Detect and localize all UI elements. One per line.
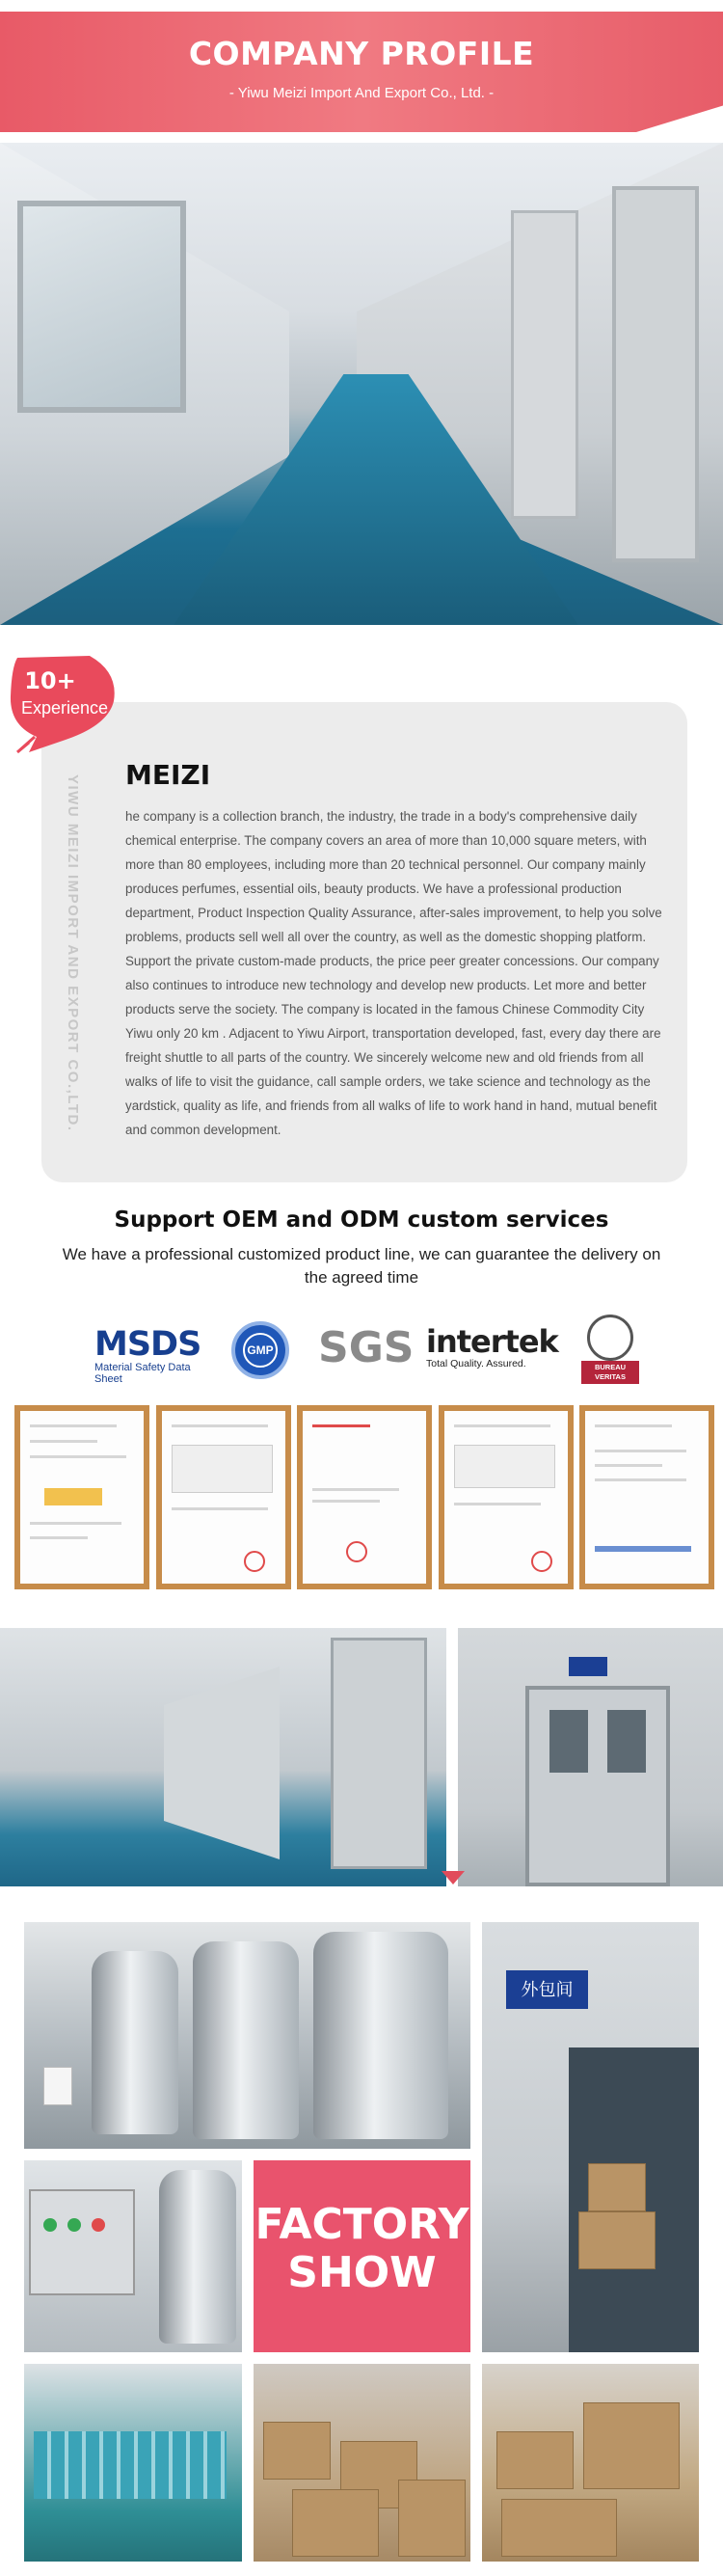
factory-show-label: FACTORY SHOW bbox=[254, 2160, 470, 2352]
factory-tanks-photo bbox=[24, 1922, 470, 2149]
experience-number: 10+ bbox=[24, 667, 76, 694]
company-title: MEIZI bbox=[125, 759, 211, 791]
banner-title: COMPANY PROFILE bbox=[188, 35, 535, 72]
banner-subtitle: - Yiwu Meizi Import And Export Co., Ltd. - bbox=[228, 85, 495, 101]
warehouse-boxes-photo bbox=[254, 2364, 470, 2562]
intertek-logo: intertek Total Quality. Assured. bbox=[426, 1323, 558, 1369]
packing-room-photo bbox=[482, 1922, 699, 2352]
room-sign: 外包间 bbox=[506, 1970, 588, 2009]
certificate-image bbox=[439, 1405, 574, 1589]
corridor-photo bbox=[0, 143, 723, 625]
oem-description: We have a professional customized product line, we can guarantee the delivery on the agreed time bbox=[62, 1245, 661, 1287]
experience-label: Experience bbox=[20, 698, 109, 718]
company-name-vertical: YIWU MEIZI IMPORT AND EXPORT CO.,LTD. bbox=[65, 774, 81, 1132]
certificate-image bbox=[156, 1405, 291, 1589]
company-description: he company is a collection branch, the industry, the trade in a body's comprehensive daily chemical enterprise. The company covers an area of more than 10,000 square meters, with more than 80 employees, including more than 20 technical personnel. Our company mainly produces perfumes, essential oils, beauty products. We have a professional production department, Product Inspection Quality Assurance, after-sales improvement, to help you solve problems, products sell well all over the country, as well as the domestic shopping platform. Support the private custom-made products, the price peer greater concessions. Our company also continues to introduce new technology and develop new products. Let more and better products serve the society. The company is located in the famous Chinese Commodity City Yiwu only 20 km . Adjacent to Yiwu Airport, transportation developed, fast, every day there are freight shuttle to all parts of the country. We sincerely welcome new and old friends from all walks of life to visit the guidance, call sample orders, we take science and technology as the yardstick, quality as life, and friends from all walks of life to work hand in hand, mutual benefit and common development. bbox=[125, 809, 662, 1137]
machine-panel-photo bbox=[24, 2160, 242, 2352]
corridor-door-photo bbox=[458, 1628, 723, 1886]
experience-badge bbox=[8, 648, 123, 745]
warehouse-pallets-photo bbox=[482, 2364, 699, 2562]
bottles-photo bbox=[24, 2364, 242, 2562]
down-arrow-icon bbox=[442, 1871, 465, 1885]
certificate-image bbox=[14, 1405, 149, 1589]
oem-heading: Support OEM and ODM custom services bbox=[114, 1207, 609, 1233]
bureau-veritas-logo: BUREAU VERITAS bbox=[581, 1315, 639, 1384]
gmp-logo: GMP bbox=[231, 1321, 289, 1379]
msds-logo: MSDS Material Safety Data Sheet bbox=[94, 1325, 201, 1385]
sgs-logo: SGS bbox=[318, 1323, 415, 1372]
certificate-image bbox=[297, 1405, 432, 1589]
certificate-image bbox=[579, 1405, 714, 1589]
corridor-photo bbox=[0, 1628, 446, 1886]
